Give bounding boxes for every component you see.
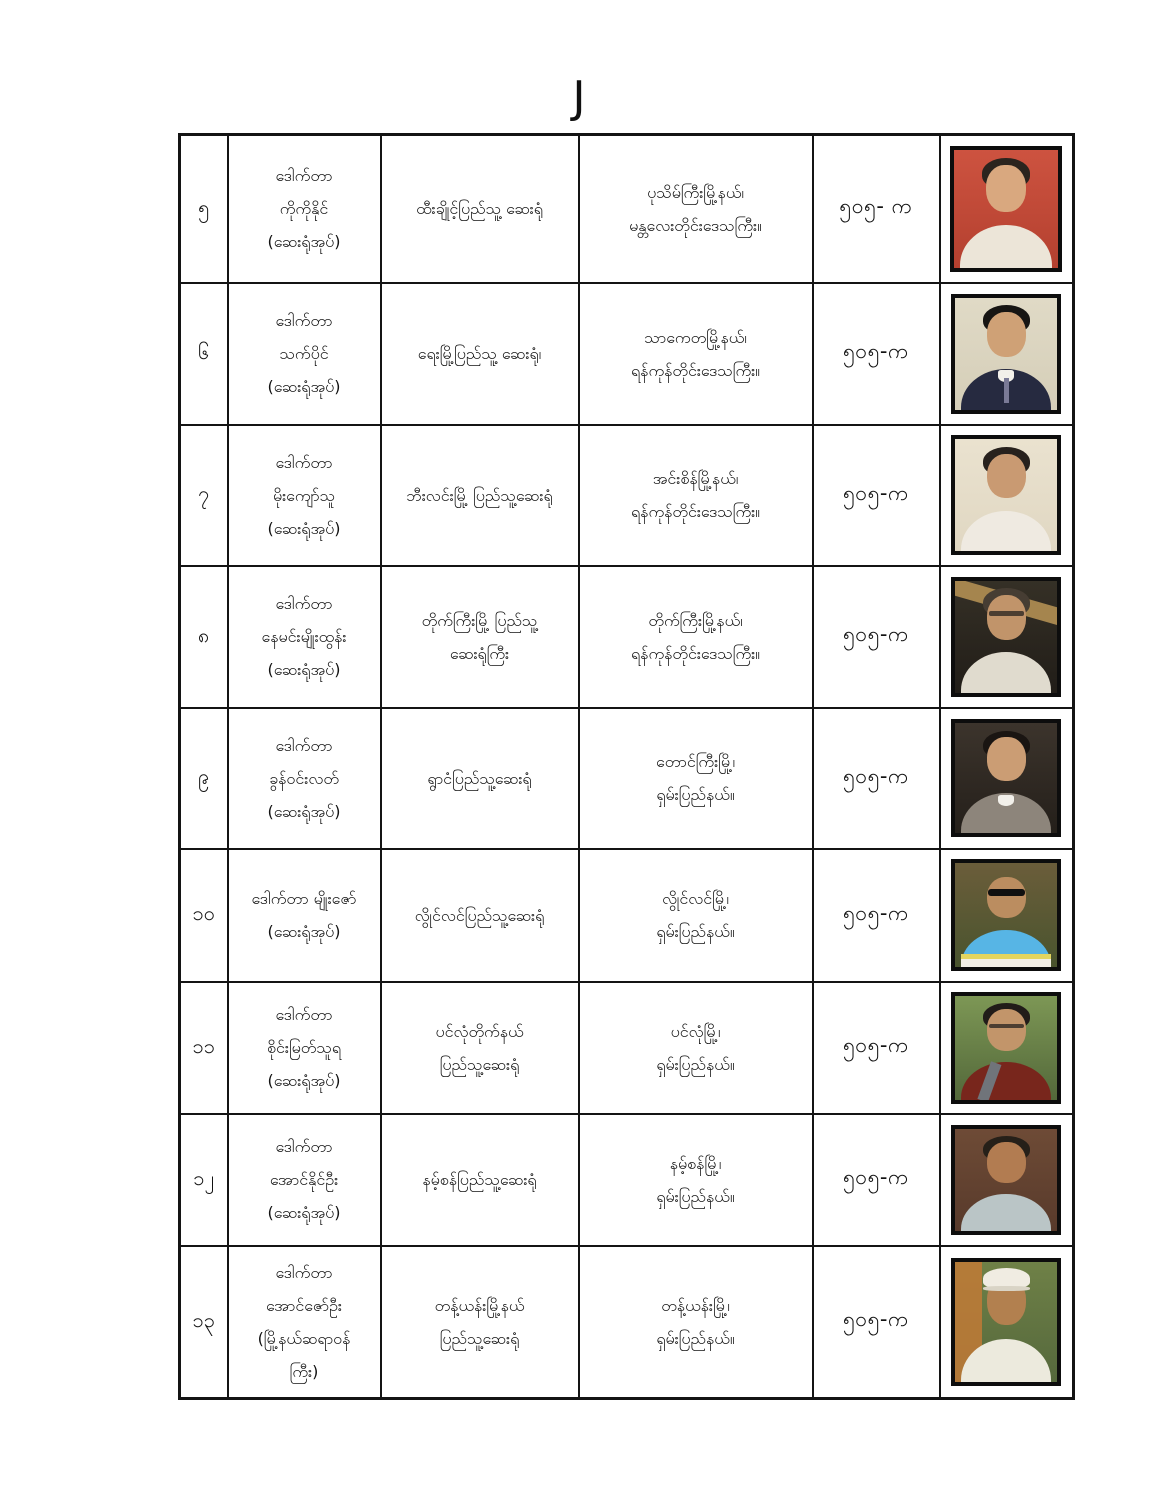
doctor-name — [228, 849, 381, 982]
hospital — [381, 1246, 579, 1399]
row-number: ၁၂ — [180, 1114, 228, 1246]
text-line: နေမင်းမျိုးထွန်း — [261, 627, 347, 646]
text-line: ကြီး) — [289, 1361, 319, 1381]
officials-table-body — [180, 135, 1074, 1399]
text-line: ရှမ်းပြည်နယ်။ — [656, 1186, 735, 1206]
photo-cell — [940, 566, 1074, 708]
text-line: ရွာငံပြည်သူ့ဆေးရုံ — [427, 768, 532, 788]
hospital — [381, 1114, 579, 1246]
face — [987, 1142, 1026, 1183]
table-row — [180, 283, 1074, 425]
text-line: မိုးကျော်သူ — [272, 485, 336, 505]
portrait-photo — [955, 1262, 1057, 1382]
tie — [1004, 378, 1010, 403]
doctor-name — [228, 425, 381, 566]
portrait-photo — [955, 723, 1057, 833]
hospital — [381, 425, 579, 566]
officials-table — [178, 133, 1075, 1400]
code: ၅၀၅-က — [813, 849, 940, 982]
portrait-photo — [955, 581, 1057, 693]
text-line: ဒေါက်တာ — [275, 452, 333, 472]
hospital — [381, 135, 579, 283]
photo-frame — [951, 992, 1061, 1104]
doctor-name — [228, 135, 381, 283]
text-line: (ဆေးရုံအုပ်) — [267, 1203, 341, 1222]
code: ၅၀၅-က — [813, 566, 940, 708]
face — [987, 312, 1026, 357]
page-number: J — [572, 72, 587, 123]
photo-frame — [951, 577, 1061, 697]
text-line: မန္တလေးတိုင်းဒေသကြီး။ — [629, 215, 762, 235]
text-line: ဒေါက်တာ — [275, 1137, 333, 1156]
text-line: ဒေါက်တာ — [275, 1262, 333, 1282]
code: ၅၀၅-က — [813, 1114, 940, 1246]
location — [579, 982, 813, 1114]
location — [579, 425, 813, 566]
text-line: လွိုင်လင်ပြည်သူ့ဆေးရုံ — [414, 905, 545, 925]
face — [987, 454, 1026, 499]
row-number: ၁၀ — [180, 849, 228, 982]
text-line: တိုက်ကြီးမြို့ ပြည်သူ့ — [421, 610, 538, 630]
text-line: သက်ပိုင် — [279, 344, 329, 363]
text-line: အောင်ဇော်ဦး — [266, 1295, 342, 1315]
shoulders — [961, 511, 1051, 551]
location — [579, 849, 813, 982]
text-line: ပြည်သူ့ဆေးရုံ — [439, 1054, 520, 1074]
hospital — [381, 849, 579, 982]
text-line: (ဆေးရုံအုပ်) — [267, 1071, 341, 1090]
text-line: ရှမ်းပြည်နယ်။ — [656, 1328, 735, 1348]
photo-frame — [951, 1125, 1061, 1235]
glasses — [989, 611, 1024, 616]
portrait-photo — [955, 439, 1057, 551]
hospital — [381, 708, 579, 849]
text-line: နမ့်စန်မြို့၊ — [669, 1153, 722, 1173]
portrait-photo — [955, 863, 1057, 967]
text-line: ပင်လုံမြို့၊ — [670, 1021, 721, 1041]
code: ၅၀၅-က — [813, 283, 940, 425]
photo-frame — [950, 146, 1062, 272]
row-number: ၆ — [180, 283, 228, 425]
face — [987, 737, 1026, 781]
cap-brim — [983, 1286, 1030, 1291]
text-line: ထီးချိုင့်ပြည်သူ့ ဆေးရုံ — [416, 199, 543, 219]
text-line: ရှမ်းပြည်နယ်။ — [656, 922, 735, 941]
photo-cell — [940, 1114, 1074, 1246]
face — [987, 877, 1026, 919]
location — [579, 1246, 813, 1399]
text-line: ပုသိမ်ကြီးမြို့နယ်၊ — [647, 182, 744, 202]
table-row — [180, 849, 1074, 982]
text-line: (ဆေးရုံအုပ်) — [267, 377, 341, 396]
photo-cell — [940, 283, 1074, 425]
sunglasses — [988, 889, 1025, 896]
text-line: ရှမ်းပြည်နယ်။ — [656, 785, 735, 804]
doctor-name — [228, 708, 381, 849]
face — [986, 165, 1026, 212]
photo-cell — [940, 135, 1074, 283]
text-line: (ဆေးရုံအုပ်) — [267, 518, 341, 538]
table-row — [180, 1114, 1074, 1246]
text-line: စိုင်းမြတ်သူရ — [267, 1038, 341, 1057]
text-line: ရန်ကုန်တိုင်းဒေသကြီး။ — [630, 502, 761, 521]
text-line: ရေးမြို့ပြည်သူ့ ဆေးရုံ၊ — [417, 344, 542, 363]
row-number: ၅ — [180, 135, 228, 283]
code: ၅၀၅-က — [813, 1246, 940, 1399]
text-line: ဆေးရုံကြီး — [449, 643, 510, 663]
text-line: အင်းစိန်မြို့နယ်၊ — [652, 469, 739, 488]
text-line: တိုက်ကြီးမြို့နယ်၊ — [648, 610, 743, 630]
face — [987, 1009, 1026, 1051]
doctor-name — [228, 566, 381, 708]
code: ၅၀၅-က — [813, 425, 940, 566]
portrait-photo — [955, 996, 1057, 1100]
text-line: နမ့်စန်ပြည်သူ့ဆေးရုံ — [422, 1170, 537, 1189]
text-line: တန့်ယန်းမြို့နယ် — [434, 1295, 525, 1315]
text-line: (ဆေးရုံအုပ်) — [267, 232, 341, 252]
doctor-name — [228, 1246, 381, 1399]
text-line: (ဆေးရုံအုပ်) — [267, 660, 341, 679]
row-number: ၁၁ — [180, 982, 228, 1114]
text-line: ဘီးလင်းမြို့ ပြည်သူ့ဆေးရုံ — [406, 485, 553, 505]
table-row — [180, 982, 1074, 1114]
collar — [998, 795, 1014, 806]
location — [579, 708, 813, 849]
glasses — [989, 1024, 1024, 1029]
text-line: ဒေါက်တာ မျိုးဇော် — [251, 889, 357, 908]
text-line: ခွန်ဝင်းလတ် — [269, 768, 339, 788]
photo-frame — [951, 719, 1061, 837]
text-line: ကိုကိုနိုင် — [279, 199, 329, 219]
portrait-photo — [955, 1129, 1057, 1231]
shoulders — [961, 1194, 1051, 1231]
doctor-name — [228, 982, 381, 1114]
text-line: ရန်ကုန်တိုင်းဒေသကြီး။ — [630, 360, 761, 380]
text-line: တောင်ကြီးမြို့၊ — [656, 752, 735, 771]
row-number: ၈ — [180, 566, 228, 708]
text-line: တန့်ယန်းမြို့၊ — [661, 1295, 730, 1315]
text-line: ဒေါက်တာ — [275, 311, 333, 330]
photo-cell — [940, 849, 1074, 982]
code: ၅၀၅- က — [813, 135, 940, 283]
text-line: သာကေတမြို့နယ်၊ — [644, 327, 747, 347]
photo-frame — [951, 435, 1061, 555]
shoulders — [961, 652, 1051, 692]
text-line: ပင်လုံတိုက်နယ် — [435, 1021, 524, 1041]
code: ၅၀၅-က — [813, 982, 940, 1114]
doctor-name — [228, 283, 381, 425]
photo-cell — [940, 708, 1074, 849]
shirt-lower — [961, 959, 1051, 967]
row-number: ၉ — [180, 708, 228, 849]
text-line: အောင်နိုင်ဦး — [269, 1170, 339, 1189]
row-number: ၁၃ — [180, 1246, 228, 1399]
table-row — [180, 566, 1074, 708]
text-line: လွိုင်လင်မြို့၊ — [662, 889, 729, 908]
photo-cell — [940, 425, 1074, 566]
code: ၅၀၅-က — [813, 708, 940, 849]
text-line: (မြို့နယ်ဆရာဝန် — [257, 1328, 351, 1348]
text-line: ရန်ကုန်တိုင်းဒေသကြီး။ — [630, 643, 761, 663]
location — [579, 566, 813, 708]
table-row — [180, 708, 1074, 849]
location — [579, 283, 813, 425]
row-number: ၇ — [180, 425, 228, 566]
text-line: ပြည်သူ့ဆေးရုံ — [439, 1328, 520, 1348]
location — [579, 1114, 813, 1246]
text-line: (ဆေးရုံအုပ်) — [267, 922, 341, 941]
hospital — [381, 283, 579, 425]
portrait-photo — [955, 298, 1057, 410]
text-line: ဒေါက်တာ — [275, 1005, 333, 1024]
photo-frame — [951, 859, 1061, 971]
text-line: ဒေါက်တာ — [275, 735, 333, 755]
face — [987, 595, 1026, 640]
photo-cell — [940, 982, 1074, 1114]
hospital — [381, 566, 579, 708]
photo-frame — [951, 294, 1061, 414]
text-line: ဒေါက်တာ — [275, 594, 333, 613]
text-line: ရှမ်းပြည်နယ်။ — [656, 1054, 735, 1074]
location — [579, 135, 813, 283]
text-line: (ဆေးရုံအုပ်) — [267, 801, 341, 821]
doctor-name — [228, 1114, 381, 1246]
text-line: ဒေါက်တာ — [275, 166, 333, 186]
photo-cell — [940, 1246, 1074, 1399]
table-row — [180, 425, 1074, 566]
table-row — [180, 1246, 1074, 1399]
table-row — [180, 135, 1074, 283]
hospital — [381, 982, 579, 1114]
shoulders — [961, 1062, 1051, 1099]
portrait-photo — [954, 150, 1058, 268]
photo-frame — [951, 1258, 1061, 1386]
shoulders — [960, 225, 1052, 267]
